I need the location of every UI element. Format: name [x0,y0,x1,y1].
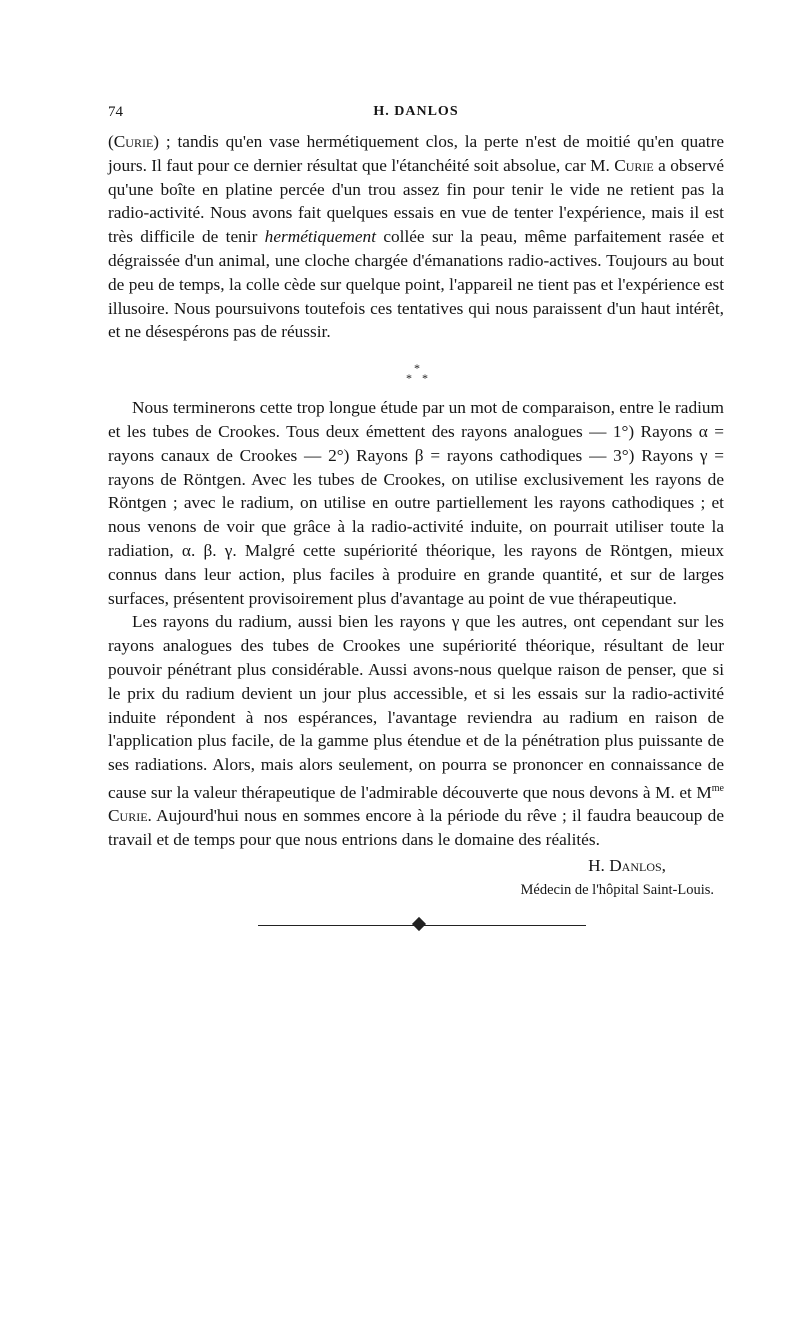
author-name-curie: Curie [614,155,654,175]
signature-suffix: , [661,856,666,876]
running-head [108,104,724,130]
text-segment: ) ; tandis qu'en vase hermétiquement clos, la perte n'est de moitié qu'en quatre jours. Il faut pour ce dernier résultat que l'étanchéité soit absolue, car M. [108,132,724,175]
paragraph-continuation [108,130,724,344]
author-name-curie: Curie [108,806,148,826]
page [108,104,724,932]
text-segment: . Aujourd'hui nous en sommes encore à la période du rêve ; il faudra beaucoup de travail et de temps pour que nous entrions dans le domaine des réalités. [108,806,724,850]
page-number: 74 [108,104,123,120]
running-title: H. DANLOS [373,104,459,119]
emphasis-hermetiquement: hermétiquement [264,227,377,247]
asterism-divider [108,344,724,396]
text-segment: ( [108,132,114,151]
asterism-star-icon: * [422,371,428,386]
signature-initial: H. [588,856,610,876]
asterism-star-icon: * [406,371,412,386]
signature-role: Médecin de l'hôpital Saint-Louis. [520,882,714,899]
signature-name: Danlos [609,856,662,876]
paragraph-conclusion [108,610,724,852]
asterism-star-icon: * [414,361,420,376]
signature [108,854,724,878]
paragraph-comparison: Nous terminerons cette trop longue étude par un mot de comparaison, entre le radium et les tubes de Crookes. Tous deux émettent des rayons analogues — 1°) Rayons α = rayons canaux de Crookes — 2°) Rayons β = rayons cathodiques — 3°) Rayons γ = rayons de Röntgen. Avec les tubes de Crookes, on utilise exclusivement les rayons de Röntgen ; avec le radium, on utilise en outre partiellement les rayons cathodiques ; et nous venons de voir que grâce à la radio-activité induite, on pourrait utiliser toute la radiation, α. β. γ. Malgré cette supériorité théorique, les rayons de Röntgen, mieux connus dans leur action, plus faciles à produire en grande quantité, et sur de larges surfaces, présentent provisoirement plus d'avantage au point de vue thérapeutique. [108,398,724,608]
author-name-curie: Curie [113,132,154,151]
text-segment: Les rayons du radium, aussi bien les rayons γ que les autres, ont cependant sur les rayons analogues des tubes de Crookes une supériorité théorique, résultant de leur pouvoir pénétrant plus considérable. Aussi avons-nous quelque raison de penser, que si le prix du radium devient un jour plus accessible, et si les essais sur la radio-activité induite répondent à nos espérances, l'avantage reviendra au radium en raison de l'application plus facile, de la gamme plus étendue et de la pénétration plus puissante de ses radiations. Alors, mais alors seulement, on pourra se prononcer en connaissance de cause sur la valeur thérapeutique de l'admirable découverte que nous devons à M. et M [108,612,724,802]
superscript-me: me [711,782,724,794]
text-segment: collée sur la peau, même parfaitement rasée et dégraissée d'un animal, une cloche chargée d'émanations radio-actives. Toujours au bout de peu de temps, la colle cède sur quelque point, l'appareil ne tient pas et l'expérience est illusoire. Nous poursuivons toutefois ces tentatives qui nous paraissent d'un haut intérêt, et ne désespérons pas de réussir. [108,227,724,342]
text-segment: a observé qu'une boîte en platine percée d'un trou assez fin pour tenir le vide ne retient pas la radio-activité. Nous avons fait quelques essais en vue de tenter l'expérience, mais il est très difficile de tenir [108,155,725,247]
end-rule-ornament [258,918,586,932]
diamond-icon [412,917,426,931]
